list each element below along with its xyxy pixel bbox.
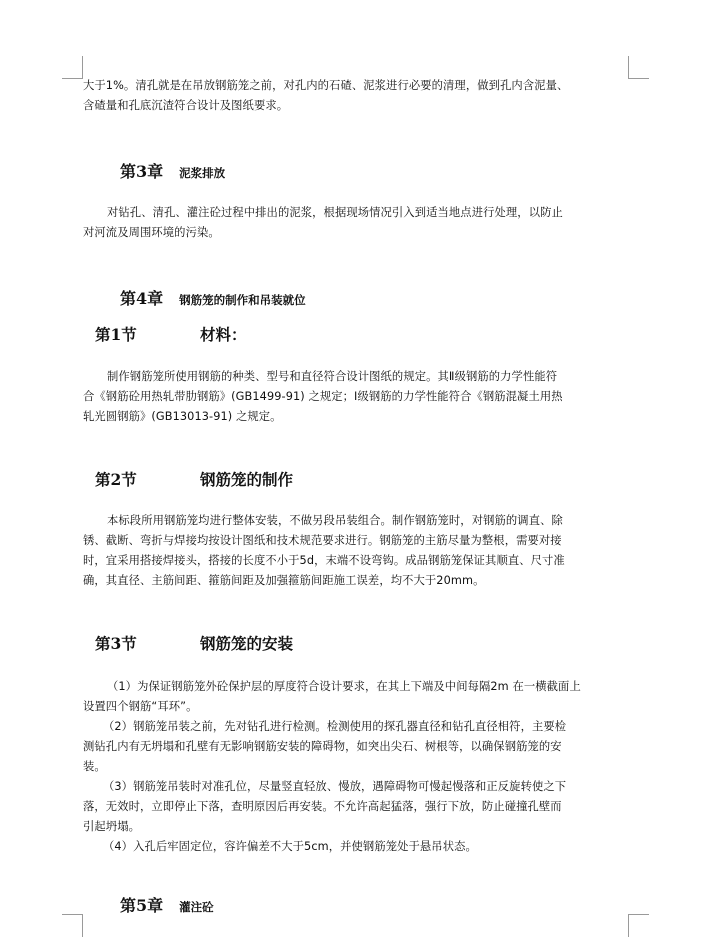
list-item-line: （2）钢筋笼吊装之前，先对钻孔进行检测。检测使用的探孔器直径和钻孔直径相符，主要检	[103, 720, 567, 733]
list-item-line: （4）入孔后牢固定位，容许偏差不大于5cm，并使钢筋笼处于悬吊状态。	[103, 840, 477, 853]
section-title: 材料：	[200, 325, 247, 344]
list-item-line: 落，无效时，立即停止下落，查明原因后再安装。不允许高起猛落，强行下放，防止碰撞孔壁而	[83, 800, 562, 813]
chapter-number: 第5章	[120, 896, 164, 915]
list-item-line: （1）为保证钢筋笼外砼保护层的厚度符合设计要求，在其上下端及中间每隔2m 在一横截面上	[107, 680, 581, 693]
list-item-line: 装。	[83, 760, 106, 773]
crop-mark-top-right	[628, 56, 649, 79]
list-item-line: 测钻孔内有无坍塌和孔壁有无影响钢筋安装的障碍物，如突出尖石、树根等，以确保钢筋笼的安	[83, 740, 562, 753]
section-number: 第1节	[95, 325, 137, 344]
text-line: 对钻孔、清孔、灌注砼过程中排出的泥浆，根据现场情况引入到适当地点进行处理，以防止	[107, 206, 563, 219]
chapter-heading-5	[120, 893, 214, 916]
crop-mark-bottom-right	[628, 914, 649, 937]
chapter-title: 泥浆排放	[179, 166, 226, 180]
list-item-line: 设置四个钢筋“耳环”。	[83, 700, 198, 713]
text-line: 时，宜采用搭接焊接头，搭接的长度不小于5d，末端不设弯钩。成品钢筋笼保证其顺直、尺寸准	[83, 554, 565, 567]
text-line: 大于1%。清孔就是在吊放钢筋笼之前，对孔内的石碴、泥浆进行必要的清理，做到孔内含泥量、	[83, 79, 569, 92]
text-line: 本标段所用钢筋笼均进行整体安装，不做另段吊装组合。制作钢筋笼时，对钢筋的调直、除	[107, 514, 563, 527]
section-number: 第2节	[95, 470, 137, 489]
text-line: 制作钢筋笼所使用钢筋的种类、型号和直径符合设计图纸的规定。其Ⅱ级钢筋的力学性能符	[107, 370, 558, 383]
crop-mark-top-left	[62, 56, 83, 79]
list-item-line: （3）钢筋笼吊装时对准孔位，尽量竖直轻放、慢放，遇障碍物可慢起慢落和正反旋转使之下	[103, 780, 567, 793]
paragraph-hole-cleaning	[83, 76, 623, 116]
chapter-title: 灌注砼	[179, 900, 214, 914]
section-heading-2	[95, 468, 294, 490]
paragraph-materials	[83, 367, 623, 427]
chapter-number: 第4章	[120, 289, 164, 308]
section-heading-1	[95, 323, 247, 345]
text-line: 合《钢筋砼用热轧带肋钢筋》(GB1499-91) 之规定；Ⅰ级钢筋的力学性能符合《钢筋混凝土用热	[83, 390, 563, 403]
text-line: 对河流及周围环境的污染。	[83, 226, 220, 239]
chapter-title: 钢筋笼的制作和吊装就位	[179, 293, 306, 307]
crop-mark-bottom-left	[62, 914, 83, 937]
text-line: 锈、截断、弯折与焊接均按设计图纸和技术规范要求进行。钢筋笼的主筋尽量为整根，需要对接	[83, 534, 562, 547]
chapter-heading-3	[120, 159, 225, 182]
text-line: 轧光圆钢筋》(GB13013-91) 之规定。	[83, 410, 282, 423]
text-line: 确，其直径、主筋间距、箍筋间距及加强箍筋间距施工误差，均不大于20mm。	[83, 574, 485, 587]
paragraph-cage-fabrication	[83, 511, 623, 591]
text-line: 含碴量和孔底沉渣符合设计及图纸要求。	[83, 99, 289, 112]
chapter-number: 第3章	[120, 162, 164, 181]
section-number: 第3节	[95, 634, 137, 653]
section-heading-3	[95, 632, 294, 654]
section-title: 钢筋笼的制作	[200, 470, 294, 489]
section-title: 钢筋笼的安装	[200, 634, 294, 653]
chapter-heading-4	[120, 286, 306, 309]
paragraph-mud-discharge	[83, 203, 623, 243]
list-item-line: 引起坍塌。	[83, 820, 140, 833]
installation-steps	[83, 677, 623, 857]
